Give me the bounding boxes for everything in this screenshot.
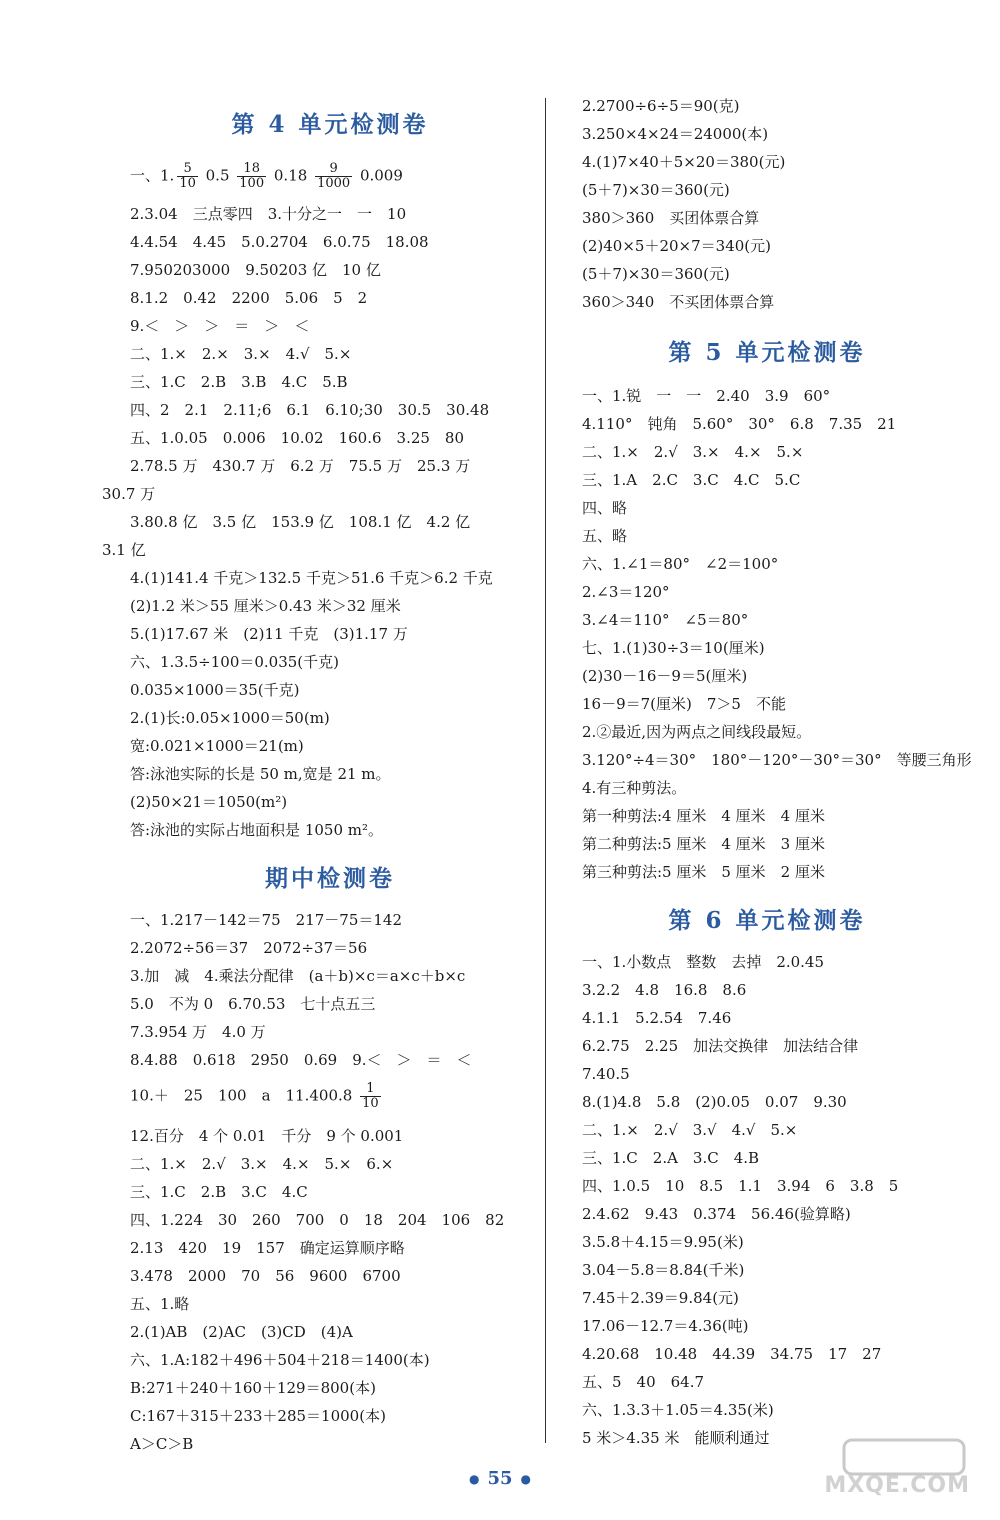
answer-line: 4.(1)141.4 千克＞132.5 千克＞51.6 千克＞6.2 千克 (130, 569, 493, 587)
answer-line: 4.110° 钝角 5.60° 30° 6.8 7.35 21 (582, 415, 897, 433)
answer-line: 5.0 不为 0 6.70.53 七十点五三 (130, 995, 376, 1013)
answer-line: 3.120°÷4＝30° 180°－120°－30°＝30° 等腰三角形 (582, 751, 972, 769)
answer-line: 17.06－12.7＝4.36(吨) (582, 1317, 749, 1335)
answer-line: 四、1.0.5 10 8.5 1.1 3.94 6 3.8 5 (582, 1177, 899, 1195)
answer-line: 16－9＝7(厘米) 7＞5 不能 (582, 695, 786, 713)
answer-line: 5.(1)17.67 米 (2)11 千克 (3)1.17 万 (130, 625, 408, 643)
answer-line: 4.4.54 4.45 5.0.2704 6.0.75 18.08 (130, 233, 429, 251)
answer-line: 8.4.88 0.618 2950 0.69 9.＜ ＞ ＝ ＜ (130, 1051, 472, 1069)
frac-den: 100 (239, 176, 265, 191)
answer-line: (5＋7)×30＝360(元) (582, 181, 730, 199)
watermark-url: MXQE.COM (824, 1473, 970, 1498)
answer-line: 30.7 万 (102, 485, 156, 503)
answer-line: 7.3.954 万 4.0 万 (130, 1023, 266, 1041)
frac-num: 18 (237, 162, 266, 177)
unit4-line-1 (130, 162, 403, 191)
bullet-icon: ● (468, 1472, 480, 1486)
answer-line: 4.20.68 10.48 44.39 34.75 17 27 (582, 1345, 882, 1363)
answer-line: 六、1.∠1＝80° ∠2＝100° (582, 555, 779, 573)
answer-line: 七、1.(1)30÷3＝10(厘米) (582, 639, 765, 657)
answer-line: 答:泳池实际的长是 50 m,宽是 21 m。 (130, 765, 391, 783)
fraction (177, 162, 198, 191)
answer-line: 第二种剪法:5 厘米 4 厘米 3 厘米 (582, 835, 825, 853)
answer-line: 2.∠3＝120° (582, 583, 670, 601)
column-divider (545, 98, 546, 1443)
frac-den: 10 (362, 1096, 379, 1111)
answer-line: (5＋7)×30＝360(元) (582, 265, 730, 283)
answer-line: 360＞340 不买团体票合算 (582, 293, 775, 311)
answer-line: 三、1.A 2.C 3.C 4.C 5.C (582, 471, 801, 489)
answer-line: 四、2 2.1 2.11;6 6.1 6.10;30 30.5 30.48 (130, 401, 490, 419)
answer-line: 3.478 2000 70 56 9600 6700 (130, 1267, 401, 1285)
answer-line: 4.有三种剪法。 (582, 779, 687, 797)
answer-line: 二、1.× 2.√ 3.× 4.× 5.× (582, 443, 804, 461)
answer-line: 二、1.× 2.× 3.× 4.√ 5.× (130, 345, 352, 363)
answer-line: 3.∠4＝110° ∠5＝80° (582, 611, 749, 629)
watermark-logo (824, 1436, 982, 1506)
answer-line: (2)30－16－9＝5(厘米) (582, 667, 748, 685)
answer-line: 三、1.C 2.A 3.C 4.B (582, 1149, 760, 1167)
answer-line: 二、1.× 2.√ 3.× 4.× 5.× 6.× (130, 1155, 394, 1173)
answer-line: 3.250×4×24＝24000(本) (582, 125, 769, 143)
answer-line: 2.4.62 9.43 0.374 56.46(验算略) (582, 1205, 851, 1223)
answer-line: 7.40.5 (582, 1065, 630, 1083)
answer-line: 2.②最近,因为两点之间线段最短。 (582, 723, 812, 741)
answer-line: 2.78.5 万 430.7 万 6.2 万 75.5 万 25.3 万 (130, 457, 471, 475)
answer-line: 3.1 亿 (102, 541, 146, 559)
answer-line: 四、1.224 30 260 700 0 18 204 106 82 (130, 1211, 505, 1229)
answer-line: 7.950203000 9.50203 亿 10 亿 (130, 261, 381, 279)
answer-line: (2)40×5＋20×7＝340(元) (582, 237, 771, 255)
answer-line: 7.45＋2.39＝9.84(元) (582, 1289, 739, 1307)
answer-line: 4.(1)7×40＋5×20＝380(元) (582, 153, 786, 171)
frac-den: 10 (179, 176, 196, 191)
answer-line: 2.3.04 三点零四 3.十分之一 一 10 (130, 205, 407, 223)
answer-line: 4.1.1 5.2.54 7.46 (582, 1009, 732, 1027)
unit4-l1-prefix: 一、1. (130, 166, 175, 185)
answer-line: 二、1.× 2.√ 3.√ 4.√ 5.× (582, 1121, 798, 1139)
answer-line: 8.1.2 0.42 2200 5.06 5 2 (130, 289, 368, 307)
unit6-title: 第 6 单元检测卷 (668, 907, 866, 934)
answer-line: 0.035×1000＝35(千克) (130, 681, 300, 699)
answer-line: 9.＜ ＞ ＞ ＝ ＞ ＜ (130, 317, 310, 335)
answer-line: (2)50×21＝1050(m²) (130, 793, 288, 811)
answer-line: 5 米＞4.35 米 能顺利通过 (582, 1429, 770, 1447)
frac-num: 5 (177, 162, 198, 177)
answer-line: 2.2072÷56＝37 2072÷37＝56 (130, 939, 368, 957)
answer-line: 五、略 (582, 527, 628, 545)
fraction (237, 162, 266, 191)
answer-line: 第一种剪法:4 厘米 4 厘米 4 厘米 (582, 807, 825, 825)
answer-line: 答:泳池的实际占地面积是 1050 m²。 (130, 821, 384, 839)
answer-line: 380＞360 买团体票合算 (582, 209, 760, 227)
answer-line: 8.(1)4.8 5.8 (2)0.05 0.07 9.30 (582, 1093, 847, 1111)
answer-line: A＞C＞B (130, 1435, 194, 1453)
answer-line: 六、1.3.5÷100＝0.035(千克) (130, 653, 340, 671)
answer-line: 6.2.75 2.25 加法交换律 加法结合律 (582, 1037, 859, 1055)
answer-line: 3.加 减 4.乘法分配律 (a＋b)×c＝a×c＋b×c (130, 967, 466, 985)
answer-line: 2.13 420 19 157 确定运算顺序略 (130, 1239, 405, 1257)
answer-line: 3.2.2 4.8 16.8 8.6 (582, 981, 747, 999)
answer-line-with-fraction (130, 1082, 384, 1111)
answer-line: B:271＋240＋160＋129＝800(本) (130, 1379, 376, 1397)
answer-line: 五、5 40 64.7 (582, 1373, 705, 1391)
answer-line: 3.5.8＋4.15＝9.95(米) (582, 1233, 744, 1251)
answer-line: 五、1.略 (130, 1295, 190, 1313)
frac-den: 1000 (317, 176, 351, 191)
answer-text: 10.＋ 25 100 a 11.400.8 (130, 1086, 353, 1105)
answer-line: 一、1.锐 一 一 2.40 3.9 60° (582, 387, 831, 405)
answer-line: 六、1.A:182＋496＋504＋218＝1400(本) (130, 1351, 430, 1369)
answer-line: 三、1.C 2.B 3.C 4.C (130, 1183, 308, 1201)
answer-line: 一、1.217－142＝75 217－75＝142 (130, 911, 403, 929)
answer-line: 12.百分 4 个 0.01 千分 9 个 0.001 (130, 1127, 404, 1145)
unit5-title: 第 5 单元检测卷 (668, 339, 866, 366)
answer-line: 四、略 (582, 499, 628, 517)
answer-line: (2)1.2 米＞55 厘米＞0.43 米＞32 厘米 (130, 597, 401, 615)
bullet-icon: ● (520, 1472, 532, 1486)
answer-text: 0.5 (205, 166, 230, 185)
fraction (315, 162, 352, 191)
answer-line: 第三种剪法:5 厘米 5 厘米 2 厘米 (582, 863, 825, 881)
answer-line: 三、1.C 2.B 3.B 4.C 5.B (130, 373, 348, 391)
answer-line: 一、1.小数点 整数 去掉 2.0.45 (582, 953, 825, 971)
unit4-title: 第 4 单元检测卷 (231, 111, 429, 138)
answer-text: 0.18 (273, 166, 308, 185)
answer-line: 六、1.3.3＋1.05＝4.35(米) (582, 1401, 774, 1419)
answer-line: 2.2700÷6÷5＝90(克) (582, 97, 740, 115)
fraction (360, 1082, 381, 1111)
answer-line: 3.80.8 亿 3.5 亿 153.9 亿 108.1 亿 4.2 亿 (130, 513, 471, 531)
answer-line: 2.(1)AB (2)AC (3)CD (4)A (130, 1323, 353, 1341)
frac-num: 9 (315, 162, 352, 177)
answer-line: 五、1.0.05 0.006 10.02 160.6 3.25 80 (130, 429, 465, 447)
answer-line: 3.04－5.8＝8.84(千米) (582, 1261, 745, 1279)
answer-line: C:167＋315＋233＋285＝1000(本) (130, 1407, 386, 1425)
answer-text: 0.009 (359, 166, 403, 185)
frac-num: 1 (360, 1082, 381, 1097)
answer-line: 宽:0.021×1000＝21(m) (130, 737, 304, 755)
midterm-title: 期中检测卷 (265, 865, 395, 892)
page-number-text: 55 (487, 1468, 513, 1489)
answer-line: 2.(1)长:0.05×1000＝50(m) (130, 709, 330, 727)
